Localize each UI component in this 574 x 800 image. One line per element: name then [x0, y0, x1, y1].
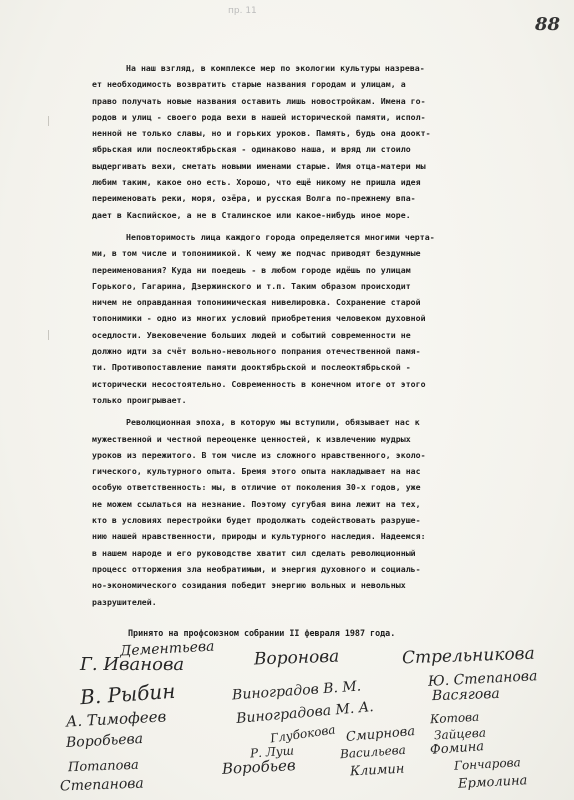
text-line: ничем не оправданная топонимическая нивелировка. Сохранение старой — [92, 297, 421, 308]
text-line: Революционная эпоха, в которую мы вступили, обязывает нас к — [126, 417, 420, 428]
signature: Смирнова — [345, 724, 416, 745]
text-line: На наш взгляд, в комплексе мер по экологии культуры назрева- — [126, 63, 425, 73]
text-line: уроков из пережитого. В том числе из сложного нравственного, эколо- — [92, 449, 426, 460]
signature: Фомина — [429, 739, 485, 758]
text-line: только проигрывает. — [92, 394, 187, 405]
signature: Потапова — [67, 757, 140, 776]
signature: Климин — [349, 761, 405, 780]
text-line: особую ответственность: мы, в отличие от поколения 30-х годов, уже — [92, 482, 421, 493]
text-line: не можем ссылаться на незнание. Поэтому сугубая вина лежит на тех, — [92, 498, 421, 509]
signature: Стрельникова — [401, 643, 536, 669]
text-line: оседлости. Увековечение больших людей и событий современности не — [92, 329, 411, 340]
signature: Воронова — [253, 646, 340, 670]
text-line: Неповторимость лица каждого города определяется многими черта- — [126, 231, 435, 242]
text-line: нию нашей нравственности, природы и культурного наследия. Надеемся: — [92, 531, 426, 542]
signature: Гончарова — [453, 755, 522, 773]
signature: Ю. Степанова — [427, 668, 538, 690]
paragraph-1 — [92, 60, 552, 223]
text-line: гического, культурного опыта. Бремя этого опыта накладывает на нас — [92, 466, 421, 477]
text-line: исторически несостоятельно. Современность в конечном итоге от этого — [92, 378, 426, 389]
text-line: но-экономического созидания победит энергию вольных и невольных — [92, 580, 406, 591]
signature: Виноградов В. М. — [231, 678, 362, 704]
text-line: переименовать реки, моря, озёра, и русская Волга по-прежнему впа- — [92, 193, 416, 204]
paragraph-3 — [92, 414, 552, 610]
signature: Глубокова — [269, 722, 337, 746]
text-line: ет необходимость возвратить старые названия городам и улицам, а — [92, 79, 406, 90]
text-line: выдергивать вехи, сметать новыми именами старые. Имя отца-матери мы — [92, 160, 426, 171]
signature: Степанова — [59, 775, 145, 795]
text-line: родов и улиц - своего рода вехи в нашей исторической памяти, испол- — [92, 111, 426, 122]
signature: Виноградова М. А. — [235, 699, 375, 727]
text-line: мужественной и честной переоценке ценностей, к извлечению мудрых — [92, 433, 411, 444]
signature: Дементьева — [119, 638, 215, 660]
body-text — [92, 60, 552, 610]
signature: В. Рыбин — [79, 678, 177, 710]
signature: А. Тимофеев — [65, 707, 167, 731]
text-line: ти. Противопоставление памяти дооктябрьской и послеоктябрьской - — [92, 362, 411, 373]
text-line: любим таким, какое оно есть. Хорошо, что ещё никому не пришла идея — [92, 177, 421, 188]
margin-mark — [48, 330, 49, 340]
text-line: переименования? Куда ни поедешь - в любом городе идёшь по улицам — [92, 264, 411, 275]
signature: Васильева — [339, 742, 407, 762]
signature: Р. Луш — [249, 743, 295, 761]
text-line: кто в условиях перестройки будет продолжать содействовать разруше- — [92, 515, 421, 526]
text-line: в нашем народе и его руководстве хватит сил сделать революционный — [92, 547, 416, 558]
closing-statement: Принято на профсоюзном собрании II февраля 1987 года. — [128, 628, 396, 638]
page-number: 88 — [534, 14, 560, 35]
signature: Воробьева — [65, 730, 144, 752]
signature: Г. Иванова — [80, 654, 185, 675]
text-line: ябрьская или послеоктябрьская - одинаково наша, и вряд ли стоило — [92, 144, 411, 155]
signature: Васягова — [431, 685, 501, 705]
text-line: Горького, Гагарина, Дзержинского и т.п. Таким образом происходит — [92, 280, 411, 291]
text-line: процесс отторжения зла необратимым, и энергия духовного и социаль- — [92, 563, 421, 574]
signature: Ермолина — [457, 773, 528, 792]
margin-mark — [48, 116, 49, 126]
text-line: дает в Каспийское, а не в Сталинское или какое-нибудь иное море. — [92, 209, 411, 220]
text-line: разрушителей. — [92, 596, 157, 607]
paragraph-2 — [92, 229, 552, 408]
text-line: право получать новые названия оставить лишь новостройкам. Имена го- — [92, 95, 426, 106]
signature: Зайцева — [433, 725, 487, 743]
text-line: ненной не только славы, но и горьких уроков. Память, будь она доокт- — [92, 128, 431, 139]
faint-stamp: пр. 11 — [228, 6, 257, 16]
text-line: топонимики - одно из многих условий приобретения человеком духовной — [92, 313, 426, 324]
text-line: ми, в том числе и топонимикой. К чему же подчас приводят бездумные — [92, 248, 421, 259]
text-line: должно идти за счёт вольно-невольного попрания отечественной памя- — [92, 346, 421, 357]
signature: Котова — [429, 709, 480, 727]
signature: Воробьев — [221, 756, 297, 778]
